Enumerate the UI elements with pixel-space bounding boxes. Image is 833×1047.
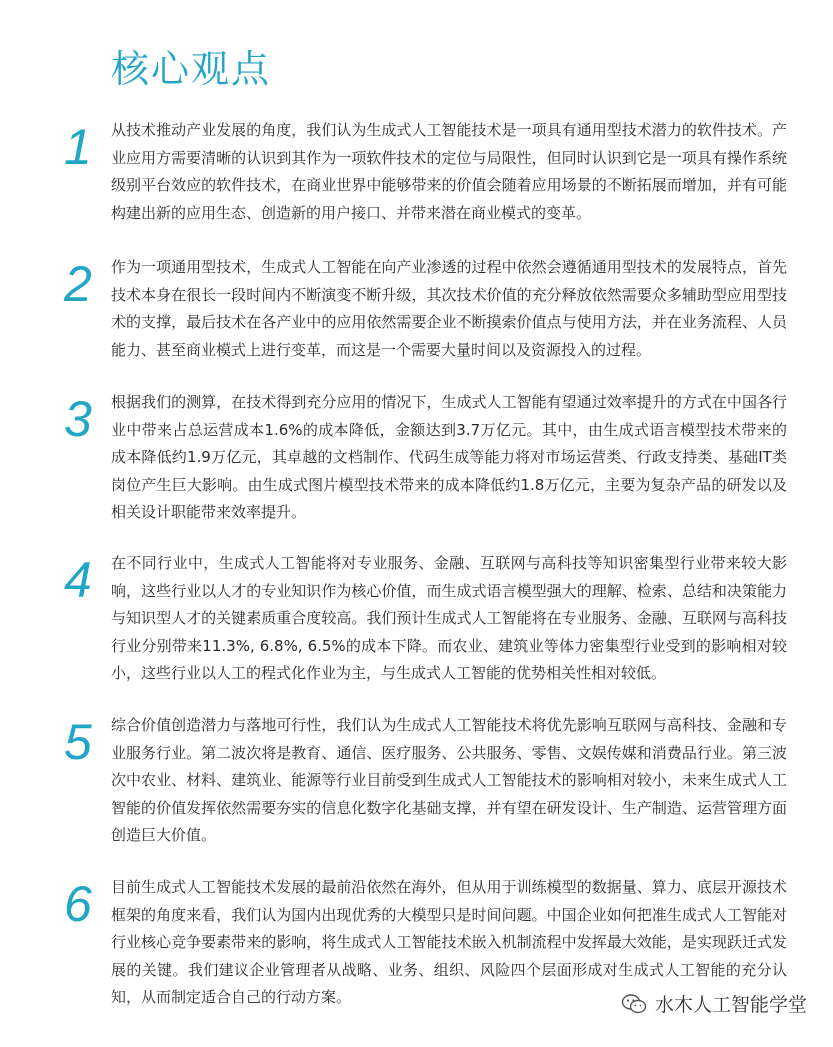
point-text: 根据我们的测算，在技术得到充分应用的情况下，生成式人工智能有望通过效率提升的方式在中国各行业中带来占总运营成本1.6%的成本降低，金额达到3.7万亿元。其中，由生成式语言模型技术带来的成本降低约1.9万亿元，其卓越的文档制作、代码生成等能力将对市场运营类、行政支持类、基础IT类岗位产生巨大影响。由生成式图片模型技术带来的成本降低约1.8万亿元，主要为复杂产品的研发以及相关设计职能带来效率提升。 (111, 393, 787, 521)
point-number: 5 (64, 714, 92, 770)
wechat-icon (621, 993, 647, 1015)
page-title: 核心观点 (111, 47, 272, 91)
point-number: 4 (64, 552, 92, 608)
point-text: 综合价值创造潜力与落地可行性，我们认为生成式人工智能技术将优先影响互联网与高科技、金融和专业服务行业。第二波次将是教育、通信、医疗服务、公共服务、零售、文娱传媒和消费品行业。第三波次中农业、材料、建筑业、能源等行业目前受到生成式人工智能技术的影响相对较小，未来生成式人工智能的价值发挥依然需要夯实的信息化数字化基础支撑，并有望在研发设计、生产制造、运营管理方面创造巨大价值。 (111, 716, 787, 844)
point-number: 3 (64, 391, 92, 447)
point-number: 1 (64, 119, 92, 175)
point-text: 作为一项通用型技术，生成式人工智能在向产业渗透的过程中依然会遵循通用型技术的发展特点，首先技术本身在很长一段时间内不断演变不断升级，其次技术价值的充分释放依然需要众多辅助型应用型技术的支撑，最后技术在各产业中的应用依然需要企业不断摸索价值点与使用方法，并在业务流程、人员能力、甚至商业模式上进行变革，而这是一个需要大量时间以及资源投入的过程。 (111, 258, 787, 359)
watermark (621, 990, 807, 1017)
point-number: 2 (64, 256, 92, 312)
point-text: 从技术推动产业发展的角度，我们认为生成式人工智能技术是一项具有通用型技术潜力的软件技术。产业应用方需要清晰的认识到其作为一项软件技术的定位与局限性，但同时认识到它是一项具有操作系统级别平台效应的软件技术，在商业世界中能够带来的价值会随着应用场景的不断拓展而增加，并有可能构建出新的应用生态、创造新的用户接口、并带来潜在商业模式的变革。 (111, 121, 787, 222)
watermark-text: 水木人工智能学堂 (654, 994, 807, 1016)
point-number: 6 (64, 876, 92, 932)
point-text: 目前生成式人工智能技术发展的最前沿依然在海外，但从用于训练模型的数据量、算力、底层开源技术框架的角度来看，我们认为国内出现优秀的大模型只是时间问题。中国企业如何把准生成式人工智能对行业核心竞争要素带来的影响，将生成式人工智能技术嵌入机制流程中发挥最大效能，是实现跃迁式发展的关键。我们建议企业管理者从战略、业务、组织、风险四个层面形成对生成式人工智能的充分认知，从而制定适合自己的行动方案。 (111, 878, 787, 1006)
point-text: 在不同行业中，生成式人工智能将对专业服务、金融、互联网与高科技等知识密集型行业带来较大影响，这些行业以人才的专业知识作为核心价值，而生成式语言模型强大的理解、检索、总结和决策能力与知识型人才的关键素质重合度较高。我们预计生成式人工智能将在专业服务、金融、互联网与高科技行业分别带来11.3%, 6.8%, 6.5%的成本下降。而农业、建筑业等体力密集型行业受到的影响相对较小，这些行业以人工的程式化作业为主，与生成式人工智能的优势相关性相对较低。 (111, 554, 787, 682)
